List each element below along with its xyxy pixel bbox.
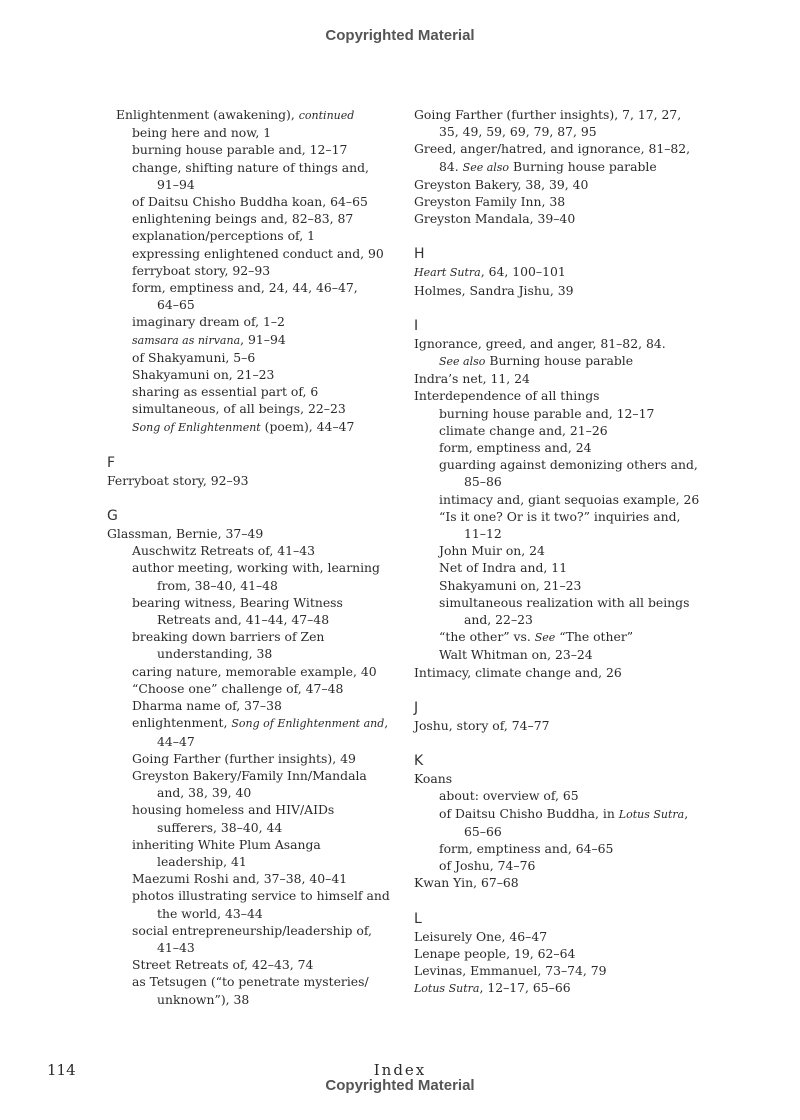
index-subentry bbox=[414, 439, 714, 456]
entry-text: simultaneous, of all beings, 22–23 bbox=[132, 401, 346, 417]
entry-text: Joshu, story of, 74–77 bbox=[414, 717, 550, 733]
index-column-left bbox=[107, 106, 392, 1008]
index-entry bbox=[107, 472, 392, 489]
index-subentry bbox=[414, 352, 714, 370]
index-subentry bbox=[107, 159, 392, 176]
index-subentry bbox=[107, 176, 392, 193]
entry-text: photos illustrating service to himself and bbox=[132, 888, 390, 904]
index-entry bbox=[414, 979, 714, 997]
entry-text: breaking down barriers of Zen bbox=[132, 629, 325, 645]
index-subentry bbox=[107, 905, 392, 922]
entry-text: form, emptiness and, 24, 44, 46–47, bbox=[132, 280, 358, 296]
index-subentry bbox=[414, 491, 714, 508]
entry-text: Ignorance, greed, and anger, 81–82, 84. bbox=[414, 335, 666, 351]
entry-text: Maezumi Roshi and, 37–38, 40–41 bbox=[132, 871, 348, 887]
index-subentry bbox=[107, 349, 392, 366]
entry-text: , bbox=[684, 805, 689, 821]
index-subentry bbox=[414, 577, 714, 594]
section-letter: I bbox=[414, 317, 419, 334]
entry-text: form, emptiness and, 64–65 bbox=[439, 840, 614, 856]
entry-text: and, 22–23 bbox=[464, 612, 533, 628]
entry-text: Greyston Bakery/Family Inn/Mandala bbox=[132, 767, 367, 783]
index-subentry bbox=[414, 628, 714, 646]
index-subentry bbox=[414, 123, 714, 140]
copyright-banner-bottom: Copyrighted Material bbox=[325, 1077, 475, 1094]
index-column-right bbox=[414, 106, 714, 997]
index-entry bbox=[414, 335, 714, 352]
entry-text: change, shifting nature of things and, bbox=[132, 159, 369, 175]
index-subentry bbox=[107, 853, 392, 870]
entry-text: as Tetsugen (“to penetrate mysteries/ bbox=[132, 974, 369, 990]
index-subentry bbox=[107, 262, 392, 279]
index-entry bbox=[414, 263, 714, 281]
entry-text: Kwan Yin, 67–68 bbox=[414, 875, 519, 891]
entry-text: , 91–94 bbox=[240, 331, 286, 347]
entry-text: expressing enlightened conduct and, 90 bbox=[132, 245, 384, 261]
index-subentry bbox=[414, 857, 714, 874]
entry-text: housing homeless and HIV/AIDs bbox=[132, 802, 335, 818]
index-entry bbox=[107, 525, 392, 542]
copyright-banner-top: Copyrighted Material bbox=[325, 27, 475, 44]
entry-text: , 64, 100–101 bbox=[480, 264, 566, 280]
index-entry bbox=[414, 945, 714, 962]
index-subentry bbox=[414, 405, 714, 422]
entry-text: form, emptiness and, 24 bbox=[439, 440, 592, 456]
index-subentry bbox=[414, 559, 714, 576]
entry-text: of Joshu, 74–76 bbox=[439, 858, 536, 874]
entry-text: Levinas, Emmanuel, 73–74, 79 bbox=[414, 962, 607, 978]
entry-text: bearing witness, Bearing Witness bbox=[132, 594, 343, 610]
entry-text: inheriting White Plum Asanga bbox=[132, 836, 321, 852]
index-subentry bbox=[107, 801, 392, 818]
entry-text: social entrepreneurship/leadership of, bbox=[132, 922, 372, 938]
entry-text: of Daitsu Chisho Buddha koan, 64–65 bbox=[132, 194, 368, 210]
index-entry bbox=[414, 717, 714, 734]
entry-text: of Daitsu Chisho Buddha, in bbox=[439, 805, 619, 821]
section-letter: F bbox=[107, 454, 116, 471]
entry-text: and, 38, 39, 40 bbox=[157, 785, 252, 801]
section-letter: J bbox=[414, 699, 419, 716]
entry-text: “The other” bbox=[555, 629, 634, 645]
entry-text: Ferryboat story, 92–93 bbox=[107, 472, 249, 488]
entry-text: understanding, 38 bbox=[157, 646, 273, 662]
entry-text: author meeting, working with, learning bbox=[132, 560, 380, 576]
index-subentry bbox=[107, 956, 392, 973]
index-subentry bbox=[107, 611, 392, 628]
index-subentry bbox=[107, 313, 392, 330]
index-subentry bbox=[107, 714, 392, 732]
index-entry bbox=[414, 387, 714, 404]
entry-text: enlightening beings and, 82–83, 87 bbox=[132, 211, 354, 227]
entry-text: Koans bbox=[414, 771, 453, 787]
index-subentry bbox=[414, 594, 714, 611]
index-subentry bbox=[107, 210, 392, 227]
italic-text: continued bbox=[298, 109, 355, 122]
index-subentry bbox=[414, 158, 714, 176]
italic-text: Song of Enlightenment bbox=[132, 420, 261, 434]
entry-text: Glassman, Bernie, 37–49 bbox=[107, 526, 264, 542]
section-letter: K bbox=[414, 753, 424, 770]
entry-text: Shakyamuni on, 21–23 bbox=[439, 577, 582, 593]
entry-text: caring nature, memorable example, 40 bbox=[132, 663, 377, 679]
index-subentry bbox=[107, 193, 392, 210]
index-subentry bbox=[107, 922, 392, 939]
index-subentry bbox=[107, 331, 392, 349]
index-subentry bbox=[107, 594, 392, 611]
entry-text: Greed, anger/hatred, and ignorance, 81–82, bbox=[414, 141, 691, 157]
entry-text: Greyston Bakery, 38, 39, 40 bbox=[414, 176, 589, 192]
italic-text: See bbox=[534, 631, 556, 645]
index-subentry bbox=[107, 973, 392, 990]
entry-text: imaginary dream of, 1–2 bbox=[132, 314, 285, 330]
index-subentry bbox=[107, 296, 392, 313]
index-subentry bbox=[414, 823, 714, 840]
entry-text: Dharma name of, 37–38 bbox=[132, 698, 282, 714]
index-subentry bbox=[107, 697, 392, 714]
index-entry bbox=[414, 928, 714, 945]
index-subentry bbox=[414, 805, 714, 823]
index-entry bbox=[414, 664, 714, 681]
index-subentry bbox=[414, 525, 714, 542]
entry-text: intimacy and, giant sequoias example, 26 bbox=[439, 491, 700, 507]
italic-text: Song of Enlightenment and bbox=[231, 717, 385, 731]
index-subentry bbox=[107, 663, 392, 680]
entry-text: Going Farther (further insights), 49 bbox=[132, 750, 356, 766]
entry-text: John Muir on, 24 bbox=[439, 543, 545, 559]
index-subentry bbox=[107, 542, 392, 559]
italic-text: See also bbox=[462, 160, 510, 174]
index-subentry bbox=[107, 733, 392, 750]
entry-text: 65–66 bbox=[464, 823, 502, 839]
entry-text: of Shakyamuni, 5–6 bbox=[132, 349, 256, 365]
index-entry bbox=[414, 140, 714, 157]
entry-text: 84. bbox=[439, 158, 463, 174]
italic-text: See also bbox=[439, 355, 486, 369]
index-subentry bbox=[107, 645, 392, 662]
index-subentry bbox=[107, 279, 392, 296]
entry-text: Lenape people, 19, 62–64 bbox=[414, 945, 576, 961]
entry-text: Auschwitz Retreats of, 41–43 bbox=[132, 543, 315, 559]
index-entry bbox=[414, 770, 714, 787]
italic-text: Lotus Sutra bbox=[618, 807, 685, 821]
entry-text: 44–47 bbox=[157, 733, 195, 749]
entry-text: about: overview of, 65 bbox=[439, 788, 579, 804]
entry-text: Indra’s net, 11, 24 bbox=[414, 371, 530, 387]
entry-text: sufferers, 38–40, 44 bbox=[157, 819, 283, 835]
italic-text: Heart Sutra bbox=[414, 266, 481, 280]
index-entry bbox=[107, 106, 392, 124]
index-subentry bbox=[107, 124, 392, 141]
index-subentry bbox=[107, 628, 392, 645]
index-subentry bbox=[107, 819, 392, 836]
entry-text: Intimacy, climate change and, 26 bbox=[414, 664, 622, 680]
index-subentry bbox=[107, 559, 392, 576]
entry-text: burning house parable and, 12–17 bbox=[132, 142, 348, 158]
index-entry bbox=[414, 176, 714, 193]
entry-text: simultaneous realization with all beings bbox=[439, 594, 690, 610]
entry-text: leadership, 41 bbox=[157, 853, 247, 869]
index-subentry bbox=[107, 418, 392, 436]
index-subentry bbox=[107, 680, 392, 697]
index-subentry bbox=[107, 577, 392, 594]
index-entry bbox=[414, 370, 714, 387]
italic-text: Lotus Sutra bbox=[414, 982, 480, 996]
index-entry bbox=[414, 210, 714, 227]
entry-text: Retreats and, 41–44, 47–48 bbox=[157, 612, 330, 628]
index-subentry bbox=[107, 400, 392, 417]
index-subentry bbox=[414, 422, 714, 439]
index-subentry bbox=[107, 767, 392, 784]
entry-text: 35, 49, 59, 69, 79, 87, 95 bbox=[439, 124, 597, 140]
entry-text: 85–86 bbox=[464, 474, 502, 490]
entry-text: 91–94 bbox=[157, 176, 195, 192]
entry-text: Leisurely One, 46–47 bbox=[414, 928, 548, 944]
entry-text: Interdependence of all things bbox=[414, 388, 600, 404]
section-letter: L bbox=[414, 910, 422, 927]
entry-text: being here and now, 1 bbox=[132, 125, 272, 141]
entry-text: Holmes, Sandra Jishu, 39 bbox=[414, 282, 574, 298]
entry-text: from, 38–40, 41–48 bbox=[157, 577, 278, 593]
entry-text: Going Farther (further insights), 7, 17, 27, bbox=[414, 107, 682, 122]
entry-text: explanation/perceptions of, 1 bbox=[132, 228, 315, 244]
index-subentry bbox=[107, 750, 392, 767]
entry-text: Net of Indra and, 11 bbox=[439, 560, 568, 576]
index-subentry bbox=[414, 646, 714, 663]
entry-text: (poem), 44–47 bbox=[260, 418, 355, 434]
index-subentry bbox=[107, 227, 392, 244]
running-footer-title: Index bbox=[373, 1061, 427, 1079]
entry-text: Enlightenment (awakening), bbox=[116, 107, 299, 122]
index-subentry bbox=[414, 456, 714, 473]
entry-text: burning house parable and, 12–17 bbox=[439, 405, 655, 421]
entry-text: Greyston Mandala, 39–40 bbox=[414, 211, 576, 227]
index-entry bbox=[414, 193, 714, 210]
entry-text: Burning house parable bbox=[509, 158, 657, 174]
index-subentry bbox=[107, 887, 392, 904]
entry-text: the world, 43–44 bbox=[157, 905, 263, 921]
entry-text: unknown”), 38 bbox=[157, 991, 250, 1007]
index-subentry bbox=[107, 836, 392, 853]
index-subentry bbox=[414, 542, 714, 559]
entry-text: guarding against demonizing others and, bbox=[439, 457, 698, 473]
italic-text: samsara as nirvana bbox=[132, 333, 241, 347]
entry-text: ferryboat story, 92–93 bbox=[132, 262, 271, 278]
entry-text: , 12–17, 65–66 bbox=[479, 980, 571, 996]
index-subentry bbox=[107, 366, 392, 383]
index-subentry bbox=[107, 141, 392, 158]
entry-text: Shakyamuni on, 21–23 bbox=[132, 367, 275, 383]
index-entry bbox=[414, 874, 714, 891]
page-number: 114 bbox=[47, 1061, 76, 1079]
index-subentry bbox=[414, 473, 714, 490]
index-entry bbox=[414, 106, 714, 123]
entry-text: Walt Whitman on, 23–24 bbox=[439, 647, 593, 663]
entry-text: 11–12 bbox=[464, 526, 502, 542]
index-subentry bbox=[414, 787, 714, 804]
index-subentry bbox=[107, 784, 392, 801]
entry-text: “the other” vs. bbox=[439, 629, 535, 645]
section-letter: H bbox=[414, 246, 425, 263]
entry-text: Burning house parable bbox=[485, 353, 634, 369]
index-subentry bbox=[414, 840, 714, 857]
index-entry bbox=[414, 282, 714, 299]
index-entry bbox=[414, 962, 714, 979]
section-letter: G bbox=[107, 508, 118, 525]
entry-text: Street Retreats of, 42–43, 74 bbox=[132, 957, 314, 973]
index-subentry bbox=[107, 870, 392, 887]
entry-text: , bbox=[384, 715, 389, 731]
entry-text: climate change and, 21–26 bbox=[439, 422, 608, 438]
index-subentry bbox=[107, 991, 392, 1008]
index-subentry bbox=[107, 939, 392, 956]
entry-text: sharing as essential part of, 6 bbox=[132, 384, 319, 400]
index-subentry bbox=[414, 611, 714, 628]
index-subentry bbox=[414, 508, 714, 525]
entry-text: “Choose one” challenge of, 47–48 bbox=[132, 680, 344, 696]
index-subentry bbox=[107, 383, 392, 400]
entry-text: 41–43 bbox=[157, 939, 195, 955]
index-subentry bbox=[107, 245, 392, 262]
entry-text: enlightenment, bbox=[132, 715, 232, 731]
entry-text: 64–65 bbox=[157, 297, 195, 313]
entry-text: “Is it one? Or is it two?” inquiries and, bbox=[439, 508, 681, 524]
entry-text: Greyston Family Inn, 38 bbox=[414, 194, 566, 210]
